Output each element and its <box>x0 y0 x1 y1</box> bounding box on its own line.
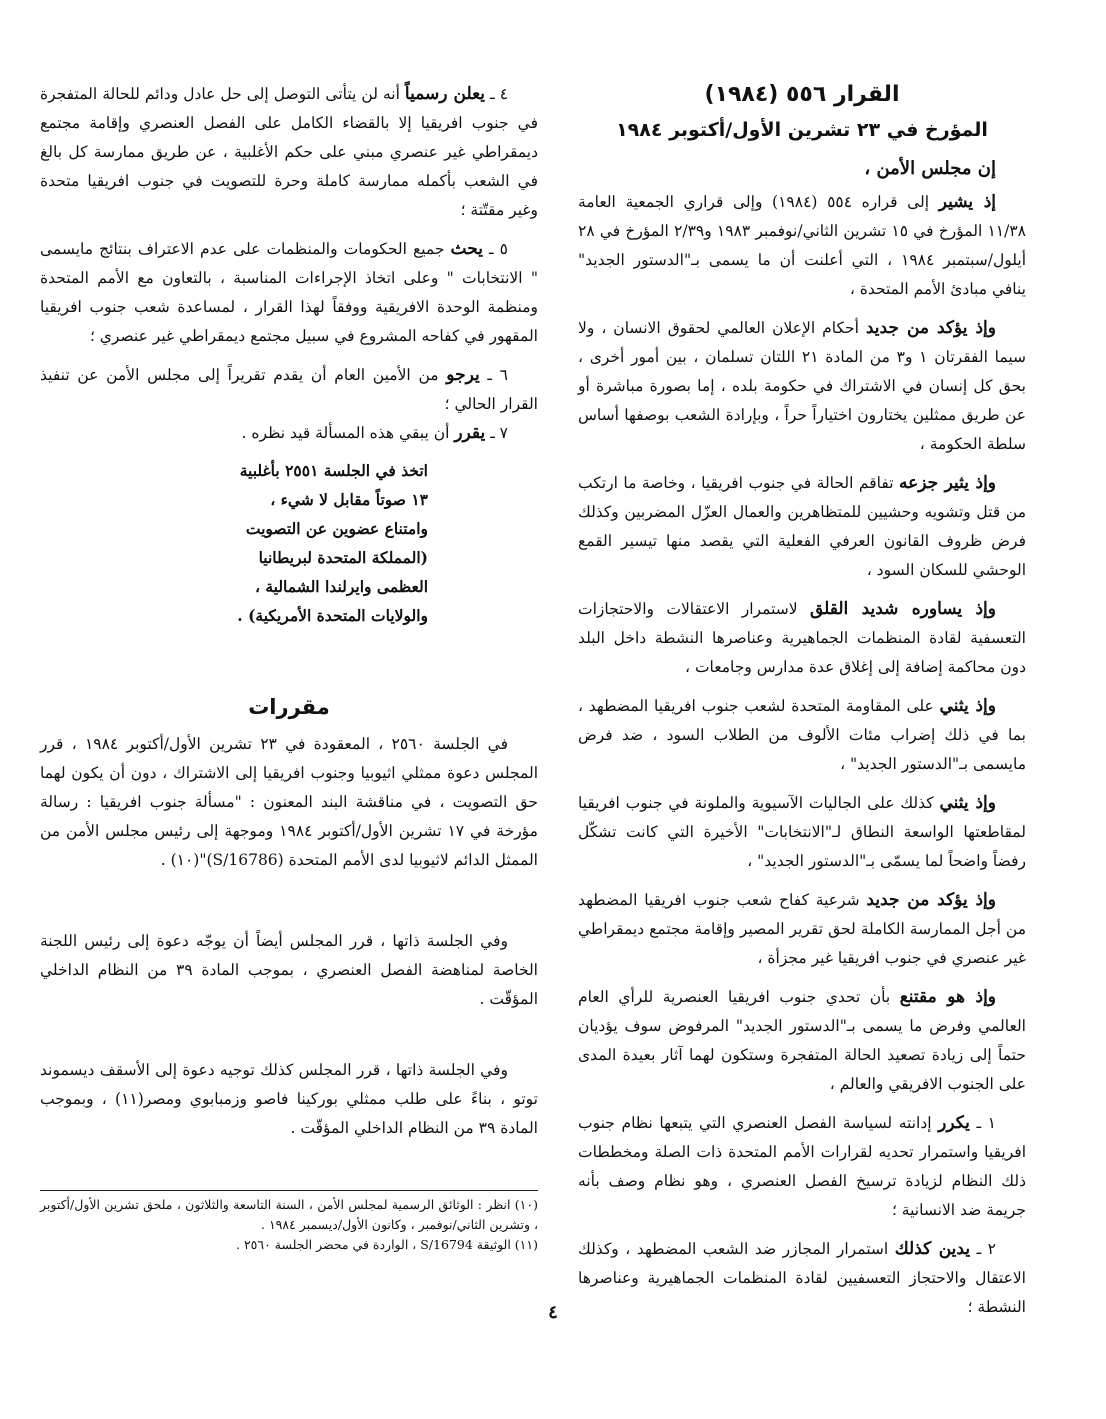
preamble-paragraph: إذ يشير إلى قراره ٥٥٤ (١٩٨٤) وإلى قراري الجمعية العامة ١١/٣٨ المؤرخ في ١٥ تشرين الثاني/نوفمبر ١٩٨٣ و٢/٣٩ المؤرخ في ٢٨ أيلول/سبتمبر ١٩٨٤ ، التي أعلنت أن ما يسمى بـ"الدستور الجديد" ينافي مبادئ الأمم المتحدة ، <box>578 192 1026 298</box>
decisions-heading: مقررات <box>248 695 330 719</box>
council-opening: إن مجلس الأمن ، <box>864 158 996 179</box>
vote-line: ١٣ صوتاً مقابل لا شيء ، <box>270 490 428 509</box>
preamble-paragraph: وإذ يؤكد من جديد أحكام الإعلان العالمي لحقوق الانسان ، ولا سيما الفقرتان ١ و٣ من المادة ٢١ اللتان تسلمان ، بين أمور أخرى ، بحق كل إنسان في الاشتراك في حكومة بلده ، إما بصورة مباشرة أو عن طريق ممثلين يختارون اختياراً حراً ، وبإرادة الشعب بوصفها أساس سلطة الحكومة ، <box>578 318 1026 453</box>
operative-paragraph: ٦ ـ يرجو من الأمين العام أن يقدم تقريراً إلى مجلس الأمن عن تنفيذ القرار الحالي ؛ <box>40 365 538 413</box>
preamble-paragraph: وإذ يساوره شديد القلق لاستمرار الاعتقالات والاحتجازات التعسفية لقادة المنظمات الجماهيرية وعناصرها النشطة داخل البلد دون محاكمة إضافة إلى إغلاق عدة مدارس وجامعات ، <box>578 599 1026 676</box>
left-column <box>40 80 538 1143</box>
footnote: (١١) الوثيقة S/16794 ، الواردة في محضر الجلسة ٢٥٦٠ . <box>235 1237 538 1252</box>
operative-paragraph: ٤ ـ يعلن رسمياً أنه لن يتأتى التوصل إلى حل عادل ودائم للحالة المتفجرة في جنوب افريقيا إلا بالقضاء الكامل على الفصل العنصري وإقامة مجتمع ديمقراطي غير عنصري مبني على حكم الأغلبية ، عن طريق ممارسة كل بالغ في الشعب بأكمله ممارسة كاملة وحرة للتصويت في جنوب افريقيا متحدة وغير مقتّتة ؛ <box>40 84 538 219</box>
resolution-title: القرار ٥٥٦ (١٩٨٤) <box>704 82 900 107</box>
vote-line: والولايات المتحدة الأمريكية) . <box>237 606 428 625</box>
decision-paragraph: وفي الجلسة ذاتها ، قرر المجلس كذلك توجيه دعوة إلى الأسقف ديسموند توتو ، بناءً على طلب ممثلي بوركينا فاصو وزمبابوي ومصر(١١) ، وبموجب المادة ٣٩ من النظام الداخلي المؤقّت . <box>40 1061 538 1137</box>
preamble-paragraph: وإذ يؤكد من جديد شرعية كفاح شعب جنوب افريقيا المضطهد من أجل الممارسة الكاملة لحق تقرير المصير وإقامة مجتمع ديمقراطي غير عنصري في جنوب افريقيا غير مجزأة ، <box>578 890 1026 967</box>
page-number: ٤ <box>548 1302 558 1323</box>
vote-line: وامتناع عضوين عن التصويت <box>245 519 428 538</box>
vote-record <box>40 456 428 630</box>
operative-paragraph: ٢ ـ يدين كذلك استمرار المجازر ضد الشعب المضطهد ، وكذلك الاعتقال والاحتجاز التعسفيين لقادة المنظمات الجماهيرية وعناصرها النشطة ؛ <box>578 1239 1026 1316</box>
preamble-paragraph: وإذ يثني على المقاومة المتحدة لشعب جنوب افريقيا المضطهد ، بما في ذلك إضراب مئات الألوف من الطلاب السود ، ضد فرض مايسمى بـ"الدستور الجديد" ، <box>578 696 1026 773</box>
vote-line: (المملكة المتحدة لبريطانيا <box>258 548 428 567</box>
decision-paragraph: وفي الجلسة ذاتها ، قرر المجلس أيضاً أن يوجّه دعوة إلى رئيس اللجنة الخاصة لمناهضة الفصل العنصري ، بموجب المادة ٣٩ من النظام الداخلي المؤقّت . <box>40 932 538 1008</box>
operative-paragraph: ٧ ـ يقرر أن يبقي هذه المسألة قيد نظره . <box>241 423 508 443</box>
vote-line: اتخذ في الجلسة ٢٥٥١ بأغلبية <box>239 461 428 480</box>
preamble-paragraph: وإذ هو مقتنع بأن تحدي جنوب افريقيا العنصرية للرأي العام العالمي وفرض ما يسمى بـ"الدستور الجديد" المرفوض سوف يؤديان حتماً إلى زيادة تصعيد الحالة المتفجرة وستكون لهما آثار بعيدة المدى على الجنوب الافريقي والعالم ، <box>578 987 1026 1093</box>
footnote: (١٠) انظر : الوثائق الرسمية لمجلس الأمن ، السنة التاسعة والثلاثون ، ملحق تشرين الأول/أكتوبر ، وتشرين الثاني/نوفمبر ، وكانون الأول/ديسمبر ١٩٨٤ . <box>40 1197 538 1232</box>
vote-line: العظمى وايرلندا الشمالية ، <box>254 577 428 596</box>
right-column <box>578 80 1026 1322</box>
preamble-paragraph: وإذ يثني كذلك على الجاليات الآسيوية والملونة في جنوب افريقيا لمقاطعتها الواسعة النطاق لـ"الانتخابات" الأخيرة التي كانت تشكّل رفضاً واضحاً لما يسمّى بـ"الدستور الجديد" ، <box>578 793 1026 870</box>
decision-paragraph: في الجلسة ٢٥٦٠ ، المعقودة في ٢٣ تشرين الأول/أكتوبر ١٩٨٤ ، قرر المجلس دعوة ممثلي اثيوبيا وجنوب افريقيا إلى الاشتراك ، دون أن يكون لهما حق التصويت ، في مناقشة البند المعنون : "مسألة جنوب افريقيا : رسالة مؤرخة في ١٧ تشرين الأول/أكتوبر ١٩٨٤ وموجهة إلى رئيس مجلس الأمن من الممثل الدائم لاثيوبيا لدى الأمم المتحدة (S/16786)"(١٠) . <box>40 735 538 869</box>
resolution-date: المؤرخ في ٢٣ تشرين الأول/أكتوبر ١٩٨٤ <box>616 119 988 141</box>
operative-paragraph: ٥ ـ يحث جميع الحكومات والمنظمات على عدم الاعتراف بنتائج مايسمى " الانتخابات " وعلى اتخاذ الإجراءات المناسبة ، بالتعاون مع الأمم المتحدة ومنظمة الوحدة الافريقية ووفقاً لهذا القرار ، لمساعدة شعب جنوب افريقيا المقهور في كفاحه المشروع في سبيل مجتمع ديمقراطي غير عنصري ؛ <box>40 239 538 345</box>
footnotes <box>40 1190 538 1255</box>
operative-paragraph: ١ ـ يكرر إدانته لسياسة الفصل العنصري التي يتبعها نظام جنوب افريقيا واستمرار تحديه لقرارات الأمم المتحدة ذات الصلة ومخططات ذلك النظام لزيادة ترسيخ الفصل العنصري ، وهو نظام وصف بأنه جريمة ضد الانسانية ؛ <box>578 1113 1026 1219</box>
preamble-paragraph: وإذ يثير جزعه تفاقم الحالة في جنوب افريقيا ، وخاصة ما ارتكب من قتل وتشويه وحشيين للمتظاهرين والعمال العزّل المضربين وكذلك فرض ظروف القانون العرفي الفعلية التي يقصد منها تيسير القمع الوحشي للسكان السود ، <box>578 473 1026 579</box>
